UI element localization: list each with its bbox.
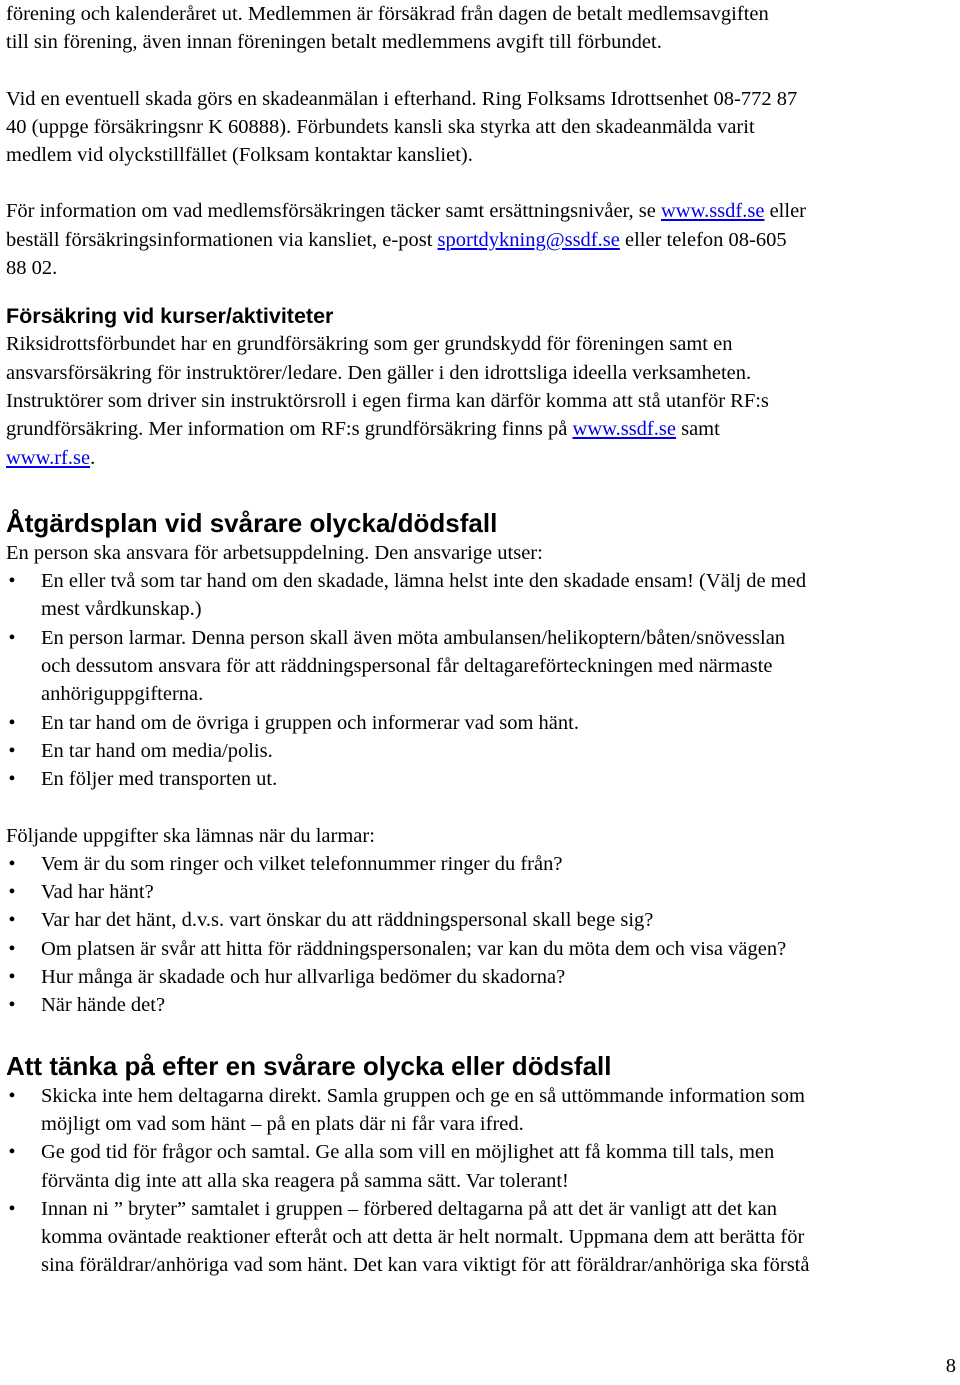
bullet-icon: • (8, 937, 16, 960)
list-item: • När hände det? (6, 991, 958, 1019)
list-item: • En eller två som tar hand om den skadade, lämna helst inte den skadade ensam! (Välj de med mest vårdkunskap.) (6, 567, 958, 624)
list-item: • En tar hand om de övriga i gruppen och informerar vad som hänt. (6, 709, 958, 737)
page-number: 8 (945, 1355, 956, 1377)
bullet-icon: • (8, 1084, 16, 1107)
bullet-icon: • (8, 570, 16, 593)
list-responsibilities (6, 567, 958, 793)
list-item: • Var har det hänt, d.v.s. vart önskar du att räddningspersonal skall bege sig? (6, 906, 958, 934)
bullet-icon: • (8, 852, 16, 875)
heading-action-plan: Åtgärdsplan vid svårare olycka/dödsfall (6, 507, 498, 538)
bullet-icon: • (8, 768, 16, 791)
paragraph-membership-coverage: förening och kalenderåret ut. Medlemmen är försäkrad från dagen de betalt medlemsavgiften till sin förening, även innan föreningen betalt medlemmens avgift till förbundet. (6, 3, 769, 54)
bullet-icon: • (8, 1197, 16, 1220)
document-page (6, 0, 958, 1280)
bullet-icon: • (8, 626, 16, 649)
list-item: • Vad har hänt? (6, 878, 958, 906)
list-item: • Vem är du som ringer och vilket telefonnummer ringer du från? (6, 850, 958, 878)
link-ssdf-website[interactable]: www.ssdf.se (661, 200, 765, 223)
heading-course-insurance: Försäkring vid kurser/aktiviteter (6, 304, 334, 329)
list-item: • Innan ni ” bryter” samtalet i gruppen – förbered deltagarna på att det är vanligt att det kan komma oväntade reaktioner efteråt och att detta är helt normalt. Uppmana dem att berätta för sina föräldrar/anhöriga vad som hänt. Det kan vara viktigt för att föräldrar/anhöriga ska förstå (6, 1195, 958, 1280)
paragraph-claim-report: Vid en eventuell skada görs en skadeanmälan i efterhand. Ring Folksams Idrottsenhet 08-772 87 40 (uppge försäkringsnr K 60888). Förbundets kansli ska styrka att den skadeanmälda varit medlem vid olyckstillfället (Folksam kontaktar kansliet). (6, 87, 798, 167)
list-item: • Skicka inte hem deltagarna direkt. Samla gruppen och ge en så uttömmande information som möjligt om vad som hänt – på en plats där ni får vara ifred. (6, 1082, 958, 1139)
bullet-icon: • (8, 711, 16, 734)
list-item: • En tar hand om media/polis. (6, 737, 958, 765)
link-ssdf-website-2[interactable]: www.ssdf.se (572, 418, 676, 441)
paragraph-rf-insurance: Riksidrottsförbundet har en grundförsäkring som ger grundskydd för föreningen samt en ansvarsförsäkring för instruktörer/ledare. Den gäller i den idrottsliga ideella verksamheten. Instruktörer som driver sin instruktörsroll i egen firma kan därför komma att stå utanför RF:s grundförsäkring. Mer information om RF:s grundförsäkring finns på www.ssdf.se samt www.rf.se. (6, 333, 769, 469)
bullet-icon: • (8, 881, 16, 904)
list-item: • Ge god tid för frågor och samtal. Ge alla som vill en möjlighet att få komma till tals, men förvänta dig inte att alla ska reagera på samma sätt. Var tolerant! (6, 1138, 958, 1195)
heading-after-accident: Att tänka på efter en svårare olycka eller dödsfall (6, 1050, 612, 1081)
paragraph-alarm-info: Följande uppgifter ska lämnas när du larmar: (6, 824, 375, 847)
list-item: • Om platsen är svår att hitta för räddningspersonalen; var kan du möta dem och visa vägen? (6, 935, 958, 963)
bullet-icon: • (8, 739, 16, 762)
list-item: • En person larmar. Denna person skall även möta ambulansen/helikoptern/båten/snövesslan och dessutom ansvara för att räddningspersonal får deltagareförteckningen med närmaste anhöriguppgifterna. (6, 624, 958, 709)
paragraph-responsible-person: En person ska ansvara för arbetsuppdelning. Den ansvarige utser: (6, 541, 543, 564)
bullet-icon: • (8, 994, 16, 1017)
list-after-accident (6, 1082, 958, 1280)
bullet-icon: • (8, 966, 16, 989)
list-item: • En följer med transporten ut. (6, 765, 958, 793)
bullet-icon: • (8, 909, 16, 932)
paragraph-insurance-info: För information om vad medlemsförsäkringen täcker samt ersättningsnivåer, se www.ssdf.se eller beställ försäkringsinformationen via kansliet, e-post sportdykning@ssdf.se eller telefon 08-605 88 02. (6, 200, 806, 280)
list-alarm-questions (6, 850, 958, 1020)
list-item: • Hur många är skadade och hur allvarliga bedömer du skadorna? (6, 963, 958, 991)
link-rf-website[interactable]: www.rf.se (6, 446, 91, 469)
bullet-icon: • (8, 1141, 16, 1164)
link-email-sportdykning[interactable]: sportdykning@ssdf.se (437, 228, 620, 251)
